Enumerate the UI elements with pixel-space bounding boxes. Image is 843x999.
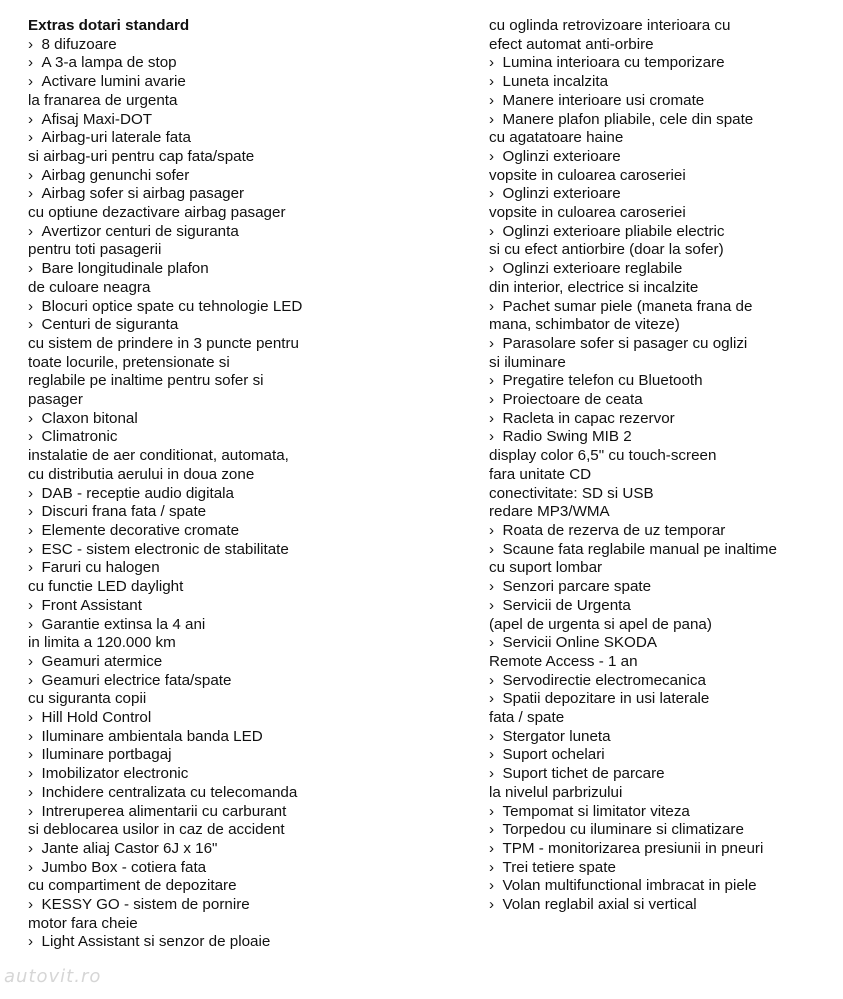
- feature-item: › ESC - sistem electronic de stabilitate: [28, 541, 302, 560]
- feature-item: › Oglinzi exterioare pliabile electric: [489, 223, 777, 242]
- feature-item: › Geamuri electrice fata/spate: [28, 672, 302, 691]
- feature-item-continuation: la nivelul parbrizului: [489, 783, 623, 801]
- feature-item: › Hill Hold Control: [28, 709, 302, 728]
- watermark: autovit.ro: [4, 966, 102, 987]
- feature-item: › Proiectoare de ceata: [489, 391, 777, 410]
- feature-item: › Lumina interioara cu temporizare: [489, 54, 777, 73]
- document-title: Extras dotari standard: [28, 17, 190, 34]
- feature-item-continuation: de culoare neagra: [28, 278, 151, 296]
- left-column: [28, 17, 302, 952]
- feature-item: › Centuri de siguranta: [28, 316, 302, 335]
- feature-item-continuation: redare MP3/WMA: [489, 503, 610, 521]
- feature-item: › Radio Swing MIB 2: [489, 428, 777, 447]
- feature-item-continuation: fata / spate: [489, 709, 565, 727]
- feature-item: › Discuri frana fata / spate: [28, 503, 302, 522]
- feature-item: › Servicii Online SKODA: [489, 634, 777, 653]
- feature-item: › Afisaj Maxi-DOT: [28, 111, 302, 130]
- feature-item-continuation: cu optiune dezactivare airbag pasager: [28, 204, 286, 222]
- feature-item: › Geamuri atermice: [28, 653, 302, 672]
- feature-item-continuation: si deblocarea usilor in caz de accident: [28, 821, 285, 839]
- feature-item: › Trei tetiere spate: [489, 859, 777, 878]
- feature-item: › Imobilizator electronic: [28, 765, 302, 784]
- feature-item-continuation: vopsite in culoarea caroseriei: [489, 166, 686, 184]
- feature-item-continuation: motor fara cheie: [28, 914, 138, 932]
- feature-item: › Stergator luneta: [489, 728, 777, 747]
- feature-item: › Luneta incalzita: [489, 73, 777, 92]
- feature-item: › Scaune fata reglabile manual pe inaltime: [489, 541, 777, 560]
- feature-item: › Light Assistant si senzor de ploaie: [28, 933, 302, 952]
- feature-item: › Parasolare sofer si pasager cu oglizi: [489, 335, 777, 354]
- feature-item: › Inchidere centralizata cu telecomanda: [28, 784, 302, 803]
- feature-item-continuation: si iluminare: [489, 353, 566, 371]
- feature-item-continuation: la franarea de urgenta: [28, 91, 178, 109]
- feature-item: › Oglinzi exterioare: [489, 185, 777, 204]
- feature-item-continuation: in limita a 120.000 km: [28, 634, 176, 652]
- feature-item: › Servicii de Urgenta: [489, 597, 777, 616]
- feature-item: › Airbag sofer si airbag pasager: [28, 185, 302, 204]
- feature-item: › DAB - receptie audio digitala: [28, 485, 302, 504]
- feature-item: › TPM - monitorizarea presiunii in pneuri: [489, 840, 777, 859]
- feature-item-continuation: pentru toti pasagerii: [28, 241, 162, 259]
- feature-item-continuation: (apel de urgenta si apel de pana): [489, 615, 712, 633]
- feature-item: › Iluminare portbagaj: [28, 746, 302, 765]
- feature-item: › Pachet sumar piele (maneta frana de: [489, 298, 777, 317]
- feature-item-continuation: cu compartiment de depozitare: [28, 877, 237, 895]
- feature-item: › Jante aliaj Castor 6J x 16": [28, 840, 302, 859]
- feature-item: › Torpedou cu iluminare si climatizare: [489, 821, 777, 840]
- feature-item: › Suport tichet de parcare: [489, 765, 777, 784]
- feature-item-continuation: cu agatatoare haine: [489, 129, 624, 147]
- feature-item: › Volan reglabil axial si vertical: [489, 896, 777, 915]
- feature-item: › Oglinzi exterioare reglabile: [489, 260, 777, 279]
- feature-item: › Intreruperea alimentarii cu carburant: [28, 803, 302, 822]
- feature-item-continuation: cu oglinda retrovizoare interioara cu: [489, 17, 731, 34]
- feature-item: › Tempomat si limitator viteza: [489, 803, 777, 822]
- feature-item-continuation: cu suport lombar: [489, 559, 603, 577]
- feature-item-continuation: din interior, electrice si incalzite: [489, 278, 699, 296]
- feature-item-continuation: efect automat anti-orbire: [489, 35, 654, 53]
- feature-item: › Climatronic: [28, 428, 302, 447]
- feature-item: › Faruri cu halogen: [28, 559, 302, 578]
- feature-item-continuation: conectivitate: SD si USB: [489, 484, 654, 502]
- feature-item: › Blocuri optice spate cu tehnologie LED: [28, 298, 302, 317]
- feature-item: › Manere interioare usi cromate: [489, 92, 777, 111]
- feature-item-continuation: cu distributia aerului in doua zone: [28, 465, 255, 483]
- feature-item-continuation: reglabile pe inaltime pentru sofer si: [28, 372, 264, 390]
- feature-item: › Airbag-uri laterale fata: [28, 129, 302, 148]
- feature-item: › A 3-a lampa de stop: [28, 54, 302, 73]
- feature-item-continuation: si airbag-uri pentru cap fata/spate: [28, 147, 255, 165]
- feature-item-continuation: cu functie LED daylight: [28, 578, 184, 596]
- right-column: [489, 17, 777, 915]
- feature-item: › Garantie extinsa la 4 ani: [28, 616, 302, 635]
- feature-item: › Iluminare ambientala banda LED: [28, 728, 302, 747]
- feature-item: › Airbag genunchi sofer: [28, 167, 302, 186]
- feature-item: › Servodirectie electromecanica: [489, 672, 777, 691]
- feature-item-continuation: pasager: [28, 391, 83, 409]
- feature-item: › Front Assistant: [28, 597, 302, 616]
- feature-item: › Bare longitudinale plafon: [28, 260, 302, 279]
- feature-item: › Senzori parcare spate: [489, 578, 777, 597]
- feature-item: › Pregatire telefon cu Bluetooth: [489, 372, 777, 391]
- feature-item-continuation: si cu efect antiorbire (doar la sofer): [489, 241, 724, 259]
- feature-item: › Activare lumini avarie: [28, 73, 302, 92]
- feature-item: › Claxon bitonal: [28, 410, 302, 429]
- feature-item: › Jumbo Box - cotiera fata: [28, 859, 302, 878]
- feature-item: › Suport ochelari: [489, 746, 777, 765]
- feature-item-continuation: vopsite in culoarea caroseriei: [489, 204, 686, 222]
- feature-item: › Oglinzi exterioare: [489, 148, 777, 167]
- feature-item-continuation: fara unitate CD: [489, 465, 592, 483]
- feature-item-continuation: cu siguranta copii: [28, 690, 147, 708]
- feature-item: › Volan multifunctional imbracat in piele: [489, 877, 777, 896]
- feature-item-continuation: toate locurile, pretensionate si: [28, 353, 230, 371]
- feature-item: › Avertizor centuri de siguranta: [28, 223, 302, 242]
- feature-item-continuation: cu sistem de prindere in 3 puncte pentru: [28, 334, 300, 352]
- feature-item-continuation: display color 6,5" cu touch-screen: [489, 447, 717, 465]
- feature-item-continuation: mana, schimbator de viteze): [489, 316, 680, 334]
- feature-item: › Spatii depozitare in usi laterale: [489, 690, 777, 709]
- feature-item: › 8 difuzoare: [28, 36, 302, 55]
- feature-item: › KESSY GO - sistem de pornire: [28, 896, 302, 915]
- feature-item-continuation: instalatie de aer conditionat, automata,: [28, 447, 289, 465]
- feature-item: › Roata de rezerva de uz temporar: [489, 522, 777, 541]
- feature-item: › Racleta in capac rezervor: [489, 410, 777, 429]
- feature-item-continuation: Remote Access - 1 an: [489, 652, 638, 670]
- feature-item: › Elemente decorative cromate: [28, 522, 302, 541]
- feature-item: › Manere plafon pliabile, cele din spate: [489, 111, 777, 130]
